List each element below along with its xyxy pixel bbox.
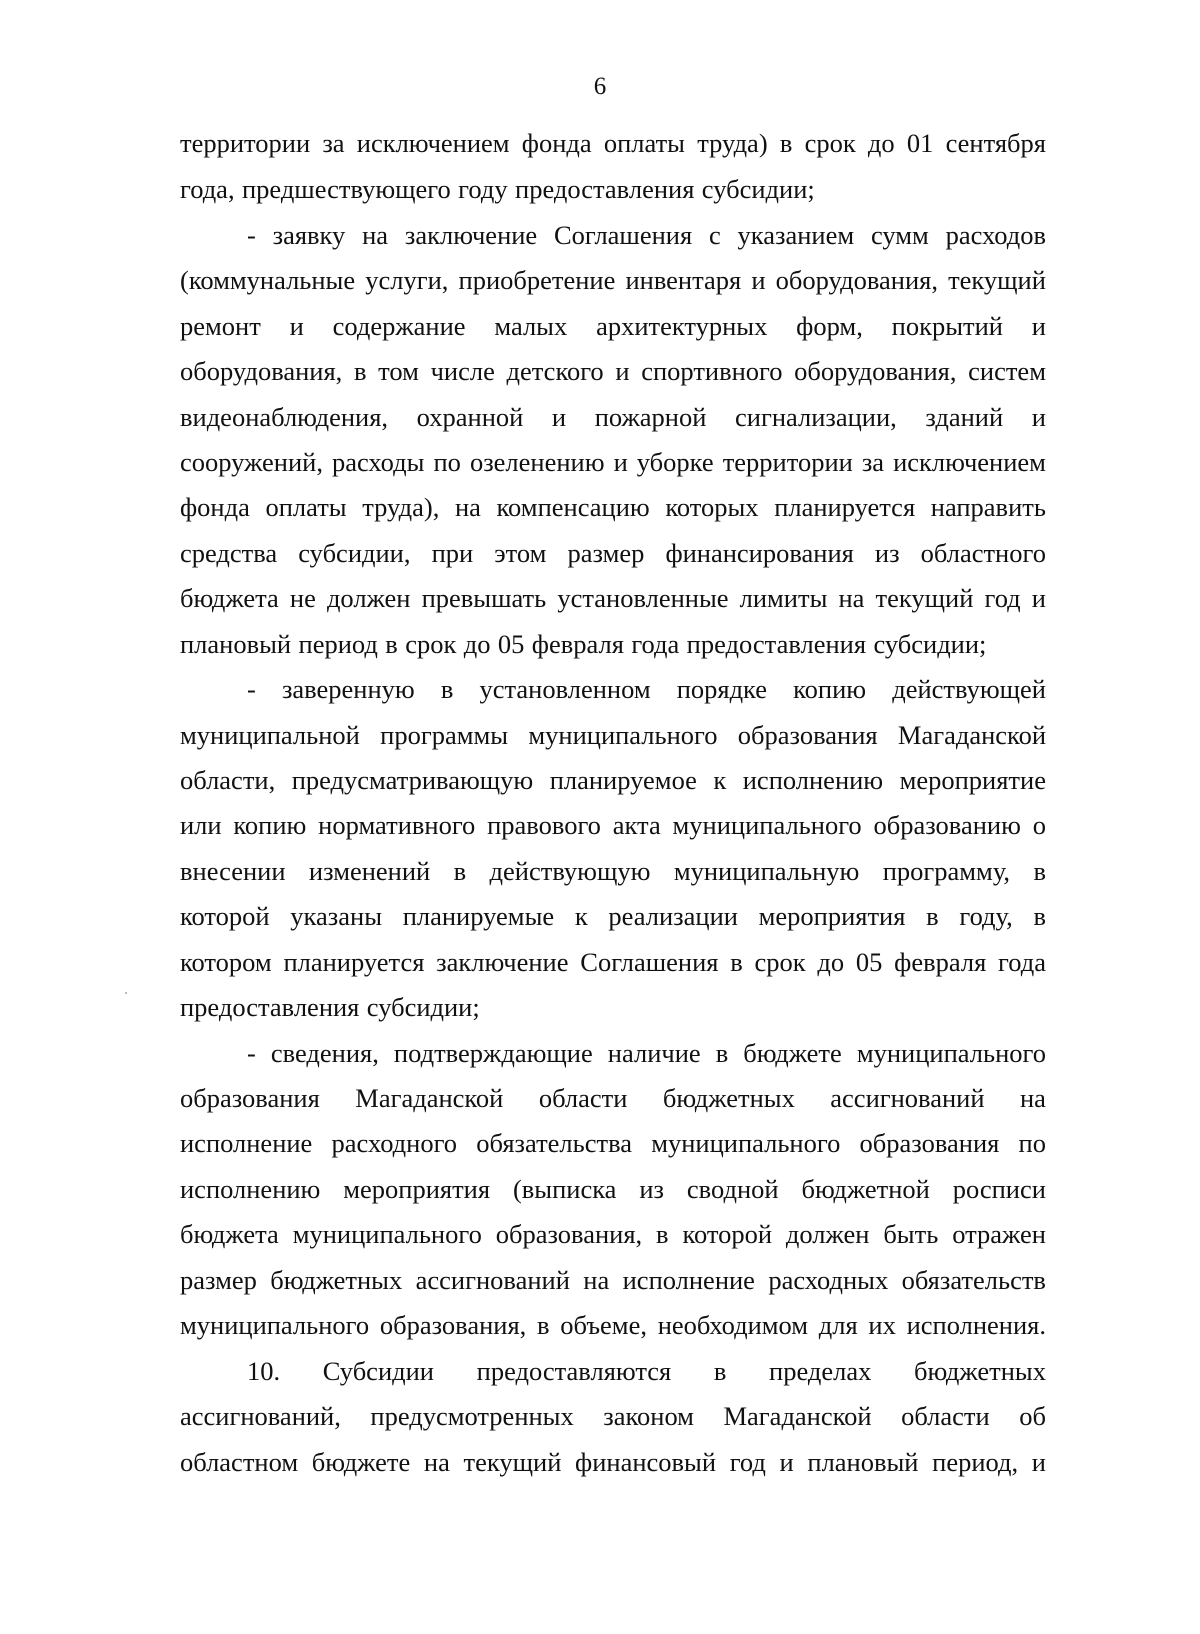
text-line: которой указаны планируемые к реализации мероприятия в году, в	[180, 901, 1046, 931]
text-line: - заверенную в установленном порядке копию действующей	[247, 674, 1046, 704]
text-line: областном бюджете на текущий финансовый год и плановый период, и	[180, 1447, 1046, 1477]
text-line: ремонт и содержание малых архитектурных форм, покрытий и	[180, 311, 1046, 341]
text-line: видеонаблюдения, охранной и пожарной сигнализации, зданий и	[180, 402, 1046, 432]
text-line: муниципальной программы муниципального образования Магаданской	[180, 720, 1046, 750]
text-line: плановый период в срок до 05 февраля года предоставления субсидии;	[180, 629, 987, 659]
text-line: оборудования, в том числе детского и спортивного оборудования, систем	[180, 356, 1046, 386]
text-line: предоставления субсидии;	[180, 992, 480, 1022]
text-line: исполнению мероприятия (выписка из сводной бюджетной росписи	[180, 1174, 1046, 1204]
text-line: ассигнований, предусмотренных законом Магаданской области об	[180, 1401, 1046, 1431]
text-line: года, предшествующего году предоставления субсидии;	[180, 174, 815, 204]
text-line: исполнение расходного обязательства муниципального образования по	[180, 1128, 1046, 1158]
text-line: фонда оплаты труда), на компенсацию которых планируется направить	[180, 492, 1046, 522]
text-line: сооружений, расходы по озеленению и уборке территории за исключением	[180, 447, 1046, 477]
text-line: муниципального образования, в объеме, необходимом для их исполнения.	[180, 1310, 1046, 1340]
text-line: бюджета муниципального образования, в которой должен быть отражен	[180, 1219, 1046, 1249]
text-line: - заявку на заключение Соглашения с указанием сумм расходов	[247, 220, 1046, 250]
text-line: котором планируется заключение Соглашения в срок до 05 февраля года	[180, 947, 1046, 977]
scan-speck	[125, 992, 127, 994]
text-line: размер бюджетных ассигнований на исполнение расходных обязательств	[180, 1265, 1046, 1295]
text-line: (коммунальные услуги, приобретение инвентаря и оборудования, текущий	[180, 265, 1046, 295]
text-line: области, предусматривающую планируемое к исполнению мероприятие	[180, 765, 1046, 795]
text-line: средства субсидии, при этом размер финансирования из областного	[180, 538, 1046, 568]
text-line: или копию нормативного правового акта муниципального образованию о	[180, 810, 1046, 840]
text-line: бюджета не должен превышать установленные лимиты на текущий год и	[180, 583, 1046, 613]
page-number: 6	[593, 73, 607, 100]
text-line: территории за исключением фонда оплаты труда) в срок до 01 сентября	[180, 128, 1046, 158]
text-line: - сведения, подтверждающие наличие в бюджете муниципального	[247, 1038, 1046, 1068]
text-line: 10. Субсидии предоставляются в пределах бюджетных	[247, 1356, 1046, 1386]
text-line: внесении изменений в действующую муниципальную программу, в	[180, 856, 1046, 886]
text-line: образования Магаданской области бюджетных ассигнований на	[180, 1083, 1046, 1113]
